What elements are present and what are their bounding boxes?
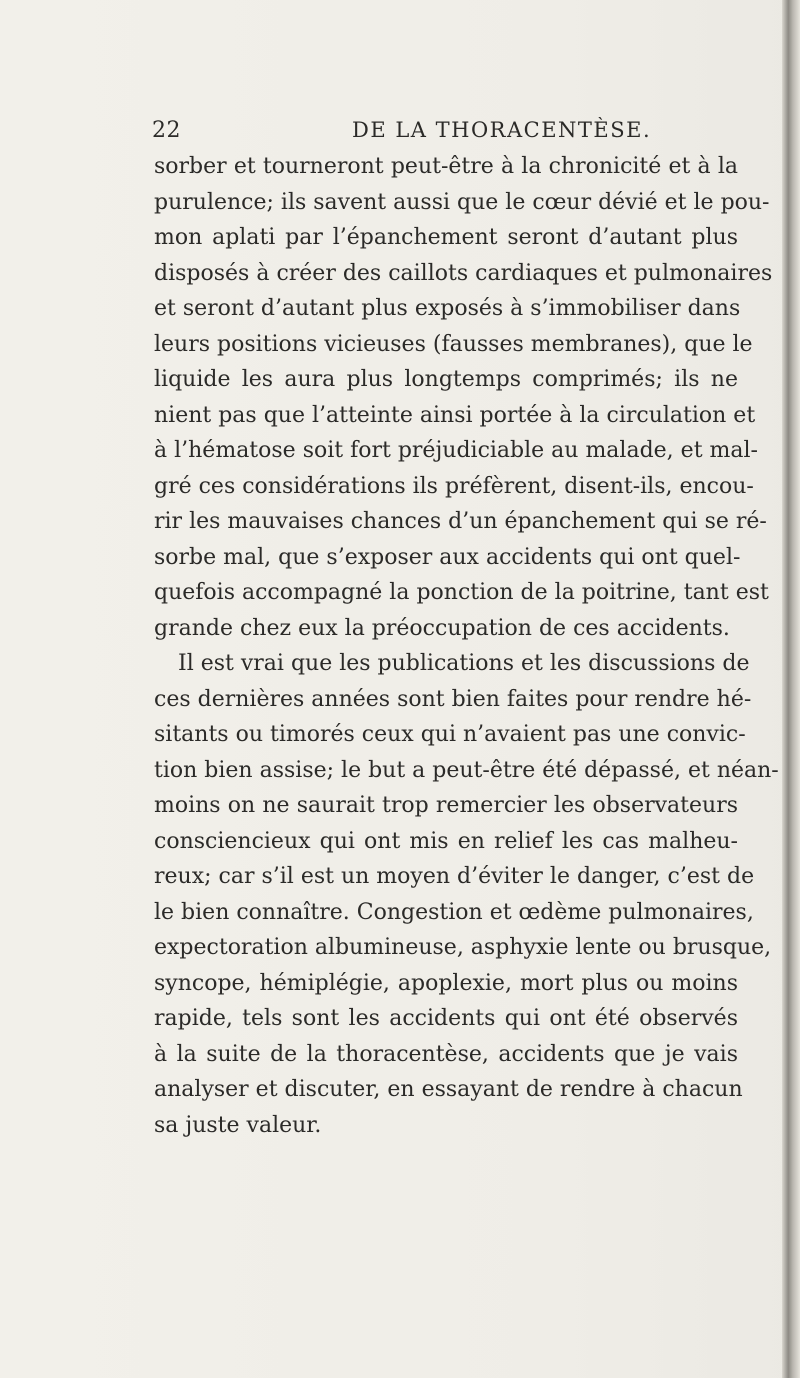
text-line: disposés à créer des caillots cardiaques et pulmonaires: [154, 260, 773, 286]
page-edge-shadow: [782, 0, 800, 1378]
text-line: analyser et discuter, en essayant de rendre à chacun: [154, 1077, 743, 1102]
text-line: gré ces considérations ils préfèrent, disent-ils, encou-: [154, 473, 754, 499]
text-line: sitants ou timorés ceux qui n’avaient pas une convic-: [154, 722, 746, 747]
text-line: expectoration albumineuse, asphyxie lente ou brusque,: [154, 935, 772, 960]
page-number: 22: [152, 118, 181, 143]
text-line: sa juste valeur.: [154, 1112, 322, 1138]
text-line: grande chez eux la préoccupation de ces accidents.: [154, 615, 730, 641]
text-line: à l’hématose soit fort préjudiciable au malade, et mal-: [154, 438, 758, 463]
text-line: nient pas que l’atteinte ainsi portée à la circulation et: [154, 402, 756, 428]
text-line: syncope, hémiplégie, apoplexie, mort plus ou moins: [154, 970, 738, 996]
text-line: liquide les aura plus longtemps comprimés; ils ne: [154, 367, 738, 392]
text-line: moins on ne saurait trop remercier les observateurs: [154, 793, 738, 818]
text-line: Il est vrai que les publications et les discussions de: [178, 651, 750, 676]
text-line: quefois accompagné la ponction de la poitrine, tant est: [154, 580, 769, 605]
text-line: tion bien assise; le but a peut-être été dépassé, et néan-: [154, 757, 779, 783]
body-text: [154, 150, 779, 1270]
text-line: consciencieux qui ont mis en relief les cas malheu-: [154, 828, 738, 854]
text-line: sorber et tourneront peut-être à la chronicité et à la: [154, 154, 738, 179]
text-line: ces dernières années sont bien faites pour rendre hé-: [154, 686, 752, 712]
text-line: à la suite de la thoracentèse, accidents que je vais: [154, 1041, 738, 1067]
page-header: [152, 118, 742, 148]
text-line: sorbe mal, que s’exposer aux accidents qui ont quel-: [154, 544, 741, 570]
text-line: leurs positions vicieuses (fausses membranes), que le: [154, 331, 753, 357]
text-line: le bien connaître. Congestion et œdème pulmonaires,: [154, 899, 754, 925]
text-line: mon aplati par l’épanchement seront d’autant plus: [154, 225, 738, 250]
running-head: DE LA THORACENTÈSE.: [352, 118, 652, 142]
text-line: rapide, tels sont les accidents qui ont été observés: [154, 1006, 738, 1031]
text-line: rir les mauvaises chances d’un épanchement qui se ré-: [154, 509, 767, 534]
text-line: et seront d’autant plus exposés à s’immobiliser dans: [154, 296, 741, 321]
text-line: reux; car s’il est un moyen d’éviter le danger, c’est de: [154, 864, 755, 889]
text-line: purulence; ils savent aussi que le cœur dévié et le pou-: [154, 189, 770, 215]
